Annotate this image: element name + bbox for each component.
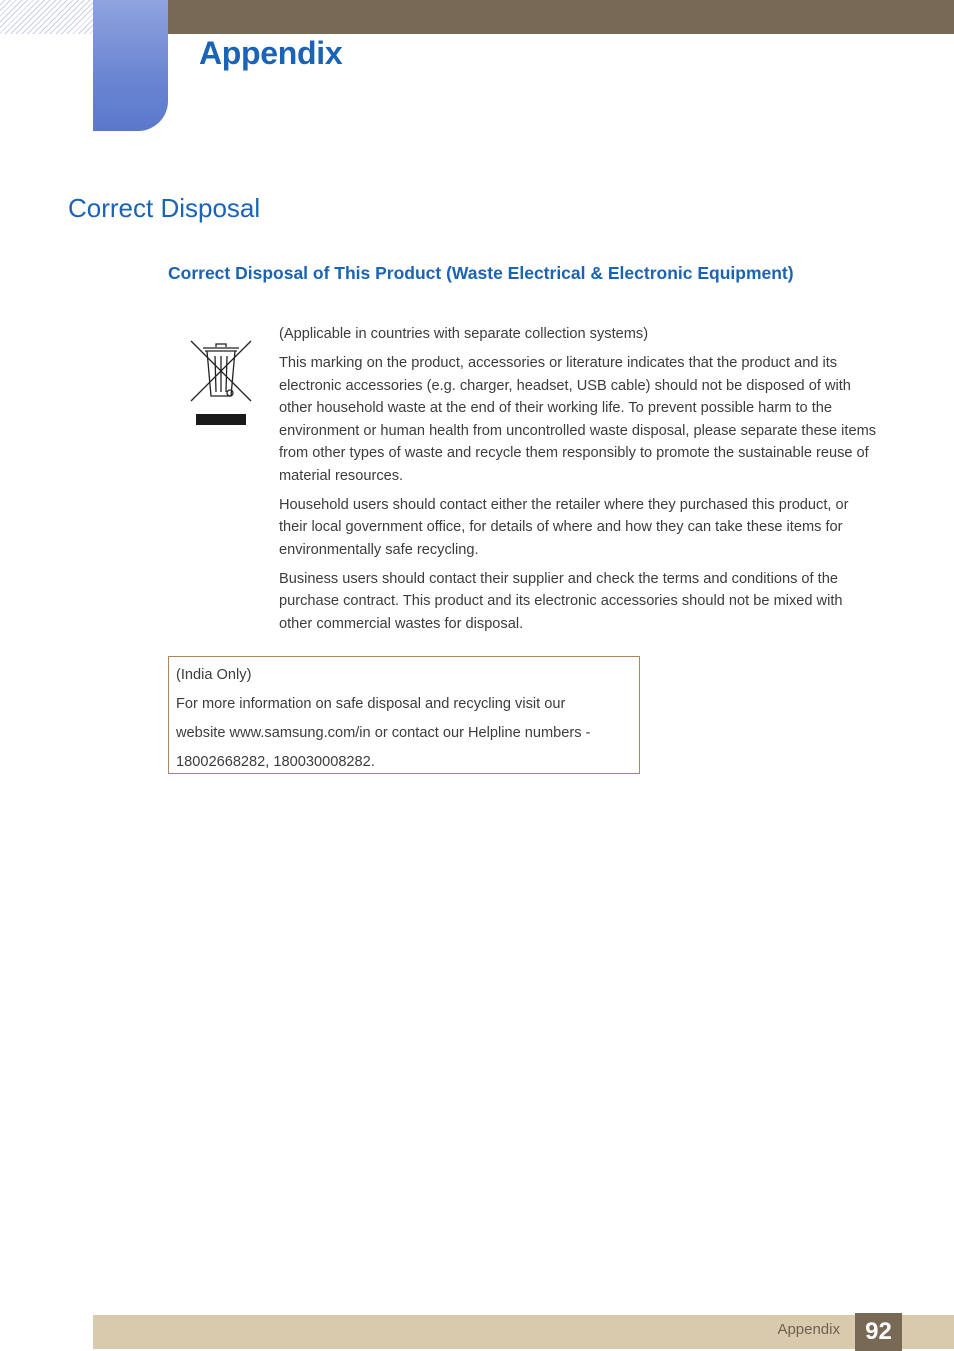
- subsection-title: Correct Disposal of This Product (Waste Electrical & Electronic Equipment): [168, 263, 794, 283]
- disposal-body-text: [279, 323, 879, 642]
- india-helpline-numbers: 18002668282, 180030008282.: [176, 754, 375, 770]
- page-number: 92: [855, 1313, 902, 1351]
- chapter-title: Appendix: [199, 35, 343, 71]
- india-info-line-1: For more information on safe disposal and recycling visit our: [176, 696, 566, 712]
- business-users-paragraph: Business users should contact their supplier and check the terms and conditions of the purchase contract. This product and its electronic accessories should not be mixed with other commercial wastes for disposal.: [279, 570, 843, 632]
- india-info-line-2: website www.samsung.com/in or contact our Helpline numbers -: [176, 725, 591, 741]
- header-bar: [168, 0, 954, 34]
- marking-paragraph: This marking on the product, accessories or literature indicates that the product and its electronic accessories (e.g. charger, headset, USB cable) should not be disposed of with other household waste at the end of their working life. To prevent possible harm to the environment or human health from uncontrolled waste disposal, please separate these items from other types of waste and recycle them responsibly to promote the sustainable reuse of material resources.: [279, 355, 877, 484]
- weee-crossed-out-bin-icon: [188, 338, 254, 428]
- footer-chapter-label: Appendix: [777, 1321, 840, 1338]
- india-only-notice-box: [168, 656, 640, 774]
- applicability-note: (Applicable in countries with separate collection systems): [279, 326, 649, 342]
- section-title: Correct Disposal: [68, 193, 261, 223]
- household-users-paragraph: Household users should contact either the retailer where they purchased this product, or their local government office, for details of where and how they can take these items for environmentally safe recycling.: [279, 496, 849, 558]
- header-hatch-pattern: [0, 0, 93, 34]
- india-only-label: (India Only): [176, 667, 252, 683]
- chapter-tab: [93, 0, 168, 131]
